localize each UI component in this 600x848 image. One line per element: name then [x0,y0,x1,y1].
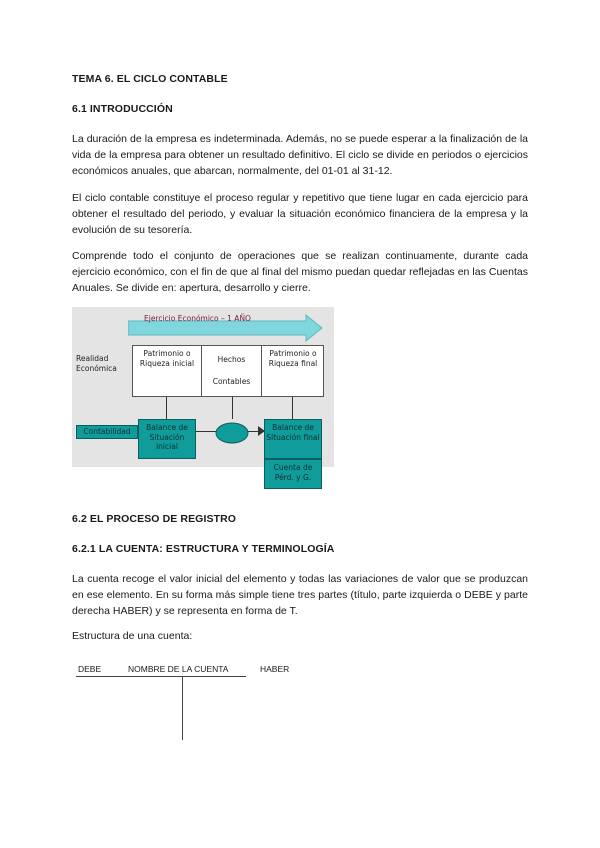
year-arrow-label: Ejercicio Económico – 1 AÑO [144,314,251,323]
section-heading-registro: 6.2 EL PROCESO DE REGISTRO [72,513,237,525]
balance-inicial-box: Balance de Situación inicial [138,419,196,459]
section-heading-cuenta: 6.2.1 LA CUENTA: ESTRUCTURA Y TERMINOLOGÍA [72,543,335,555]
balance-final-box: Balance de Situación final [264,419,322,459]
t-account-debe: DEBE [78,664,102,674]
realidad-economica-label: Realidad Económica [76,354,117,373]
paragraph-duration: La duración de la empresa es indeterminada. Además, no se puede esperar a la finalización de la vida de la empresa para obtener un resultado definitivo. El ciclo se divide en periodos o ejercicios económicos anuales, que abarcan, normalmente, del 01-01 al 31-12. [72,133,528,177]
connector-inicial [166,397,167,419]
chapter-title: TEMA 6. EL CICLO CONTABLE [72,73,228,85]
hechos-label: Hechos [217,355,246,364]
connector-hechos [232,397,233,419]
paragraph-account-definition: La cuenta recoge el valor inicial del elemento y todas las variaciones de valor que se produzcan en ese elemento. En su forma más simple tiene tres partes (título, parte izquierda o DEBE y parte derecha HABER) y se representa en forma de T. [72,573,528,617]
contables-label: Contables [212,377,251,386]
table-divider-1 [201,345,202,397]
section-heading-intro: 6.1 INTRODUCCIÓN [72,103,173,115]
connector-final [292,397,293,419]
process-ellipse [214,421,250,445]
patrimonio-final-label: Patrimonio o Riqueza final [268,349,318,368]
paragraph-operations: Comprende todo el conjunto de operaciones que se realizan continuamente, durante cada ejercicio económico, con el fin de que al final del mismo puedan quedar reflejadas en las Cuentas Anuales. Se divide en: apertura, desarrollo y cierre. [72,250,528,294]
t-account-vertical-line [182,676,183,740]
contabilidad-box: Contabilidad [76,425,138,439]
cuenta-pyg-box: Cuenta de Pérd. y G. [264,459,322,489]
paragraph-cycle: El ciclo contable constituye el proceso regular y repetitivo que tiene lugar en cada ejercicio para obtener el resultado del periodo, y evaluar la situación económico financiera de la empresa y la evolución de su tesorería. [72,192,528,236]
t-account [72,660,302,750]
patrimonio-inicial-label: Patrimonio o Riqueza inicial [139,349,195,368]
t-account-title: NOMBRE DE LA CUENTA [128,664,229,674]
accounting-cycle-diagram [72,307,334,482]
paragraph-account-structure: Estructura de una cuenta: [72,630,193,642]
t-account-top-line [76,676,246,677]
t-account-haber: HABER [260,664,290,674]
process-ellipse-shape [216,423,248,443]
